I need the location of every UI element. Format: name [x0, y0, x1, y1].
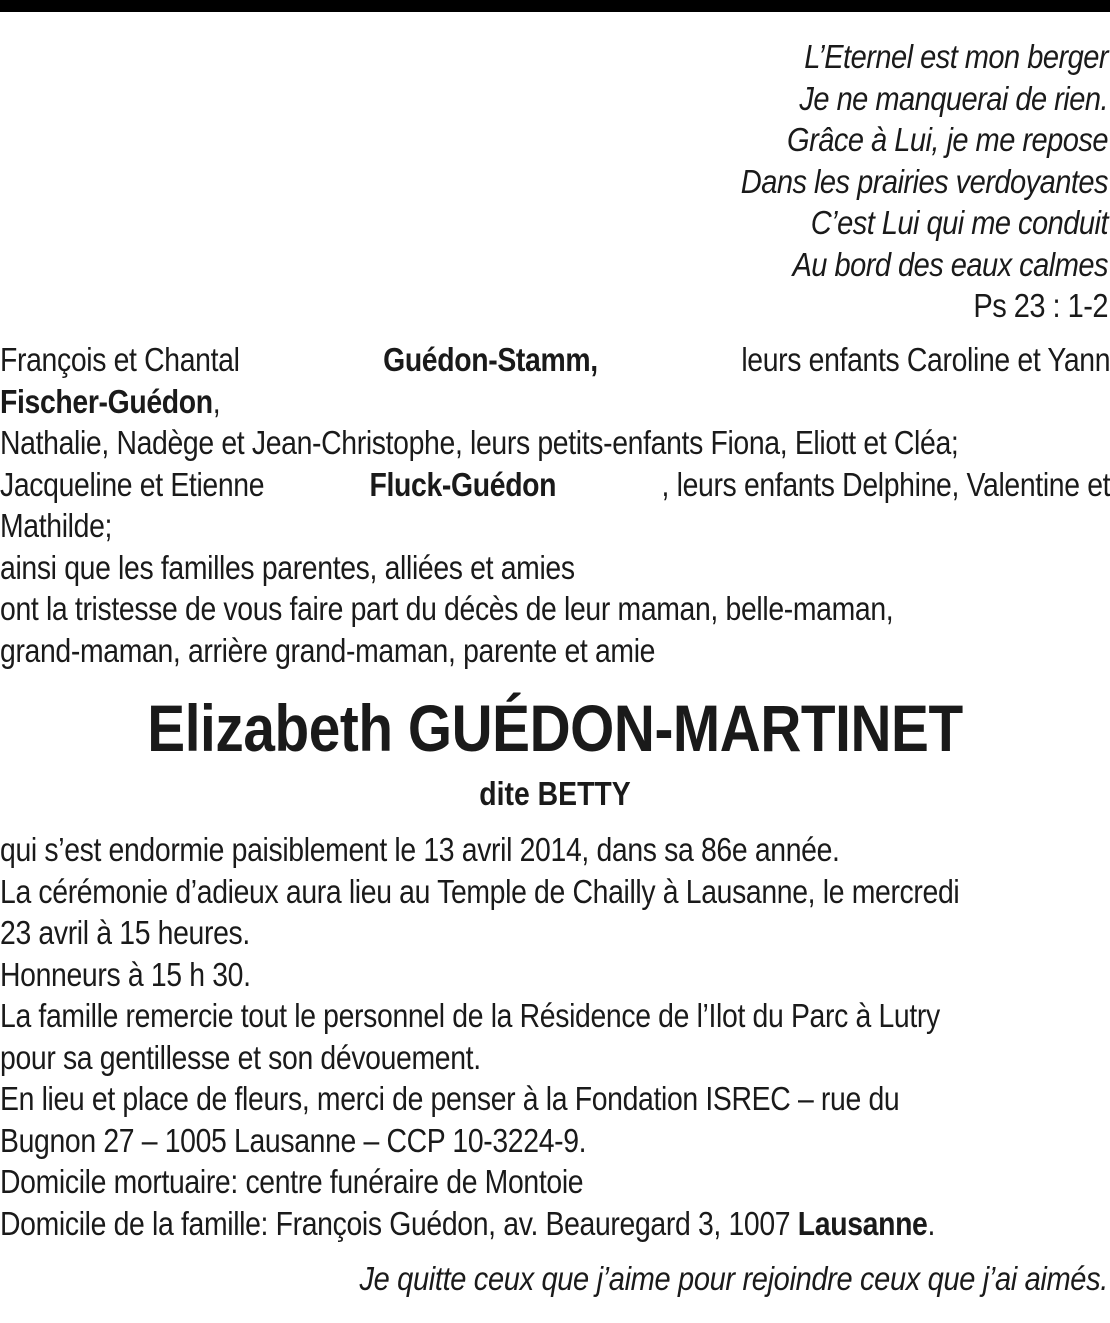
family-text: Jacqueline et Etienne: [0, 465, 265, 503]
detail-line: La cérémonie d’adieux aura lieu au Temple de Chailly à Lausanne, le mercredi: [0, 872, 960, 910]
detail-city: Lausanne: [797, 1204, 928, 1242]
family-line: ont la tristesse de vous faire part du décès de leur maman, belle-maman,: [0, 590, 894, 627]
psalm-line: Dans les prairies verdoyantes: [740, 162, 1108, 200]
detail-line: [0, 1203, 1110, 1245]
family-line: grand-maman, arrière grand-maman, parente et amie: [0, 631, 656, 669]
detail-line: Domicile mortuaire: centre funéraire de Montoie: [0, 1163, 584, 1200]
family-line: Nathalie, Nadège et Jean-Christophe, leurs petits-enfants Fiona, Eliott et Cléa;: [0, 424, 959, 461]
psalm-line: Au bord des eaux calmes: [792, 245, 1108, 283]
psalm-line: Je ne manquerai de rien.: [799, 79, 1108, 117]
detail-line: Bugnon 27 – 1005 Lausanne – CCP 10-3224-9.: [0, 1121, 587, 1159]
top-border-rule: [0, 0, 1110, 12]
psalm-quote: [492, 36, 1108, 327]
family-surname: Guédon-Stamm,: [383, 341, 598, 378]
family-text: , leurs enfants Delphine, Valentine et: [661, 465, 1110, 503]
family-line: [0, 464, 1110, 506]
detail-line: qui s’est endormie paisiblement le 13 avril 2014, dans sa 86e année.: [0, 831, 840, 868]
psalm-reference: Ps 23 : 1-2: [973, 287, 1108, 324]
detail-text: Domicile de la famille: François Guédon, av. Beauregard 3, 1007: [0, 1204, 798, 1242]
detail-line: Honneurs à 15 h 30.: [0, 955, 251, 993]
family-surname: Fluck-Guédon: [369, 465, 557, 503]
detail-line: 23 avril à 15 heures.: [0, 914, 250, 951]
family-line: ainsi que les familles parentes, alliées et amies: [0, 548, 575, 586]
detail-line: pour sa gentillesse et son dévouement.: [0, 1038, 481, 1076]
family-line: [0, 339, 1110, 381]
detail-line: En lieu et place de fleurs, merci de penser à la Fondation ISREC – rue du: [0, 1080, 900, 1117]
deceased-name: Elizabeth GUÉDON-MARTINET: [147, 691, 963, 765]
family-surname: Fischer-Guédon: [0, 382, 213, 420]
deceased-nickname: dite BETTY: [479, 775, 631, 812]
family-announcement: [0, 339, 1110, 671]
family-text: François et Chantal: [0, 341, 240, 378]
closing-quote: Je quitte ceux que j’aime pour rejoindre ceux que j’ai aimés.: [359, 1260, 1108, 1297]
psalm-line: Grâce à Lui, je me repose: [787, 121, 1108, 158]
family-text: ,: [212, 382, 221, 420]
detail-line: La famille remercie tout le personnel de la Résidence de l’Ilot du Parc à Lutry: [0, 997, 940, 1034]
funeral-details: [0, 829, 1110, 1244]
family-text: leurs enfants Caroline et Yann: [741, 341, 1110, 378]
detail-text: .: [927, 1204, 936, 1242]
psalm-line: C’est Lui qui me conduit: [810, 204, 1108, 241]
family-line: [0, 381, 1110, 423]
family-line: Mathilde;: [0, 507, 113, 544]
psalm-line: L’Eternel est mon berger: [804, 38, 1108, 75]
